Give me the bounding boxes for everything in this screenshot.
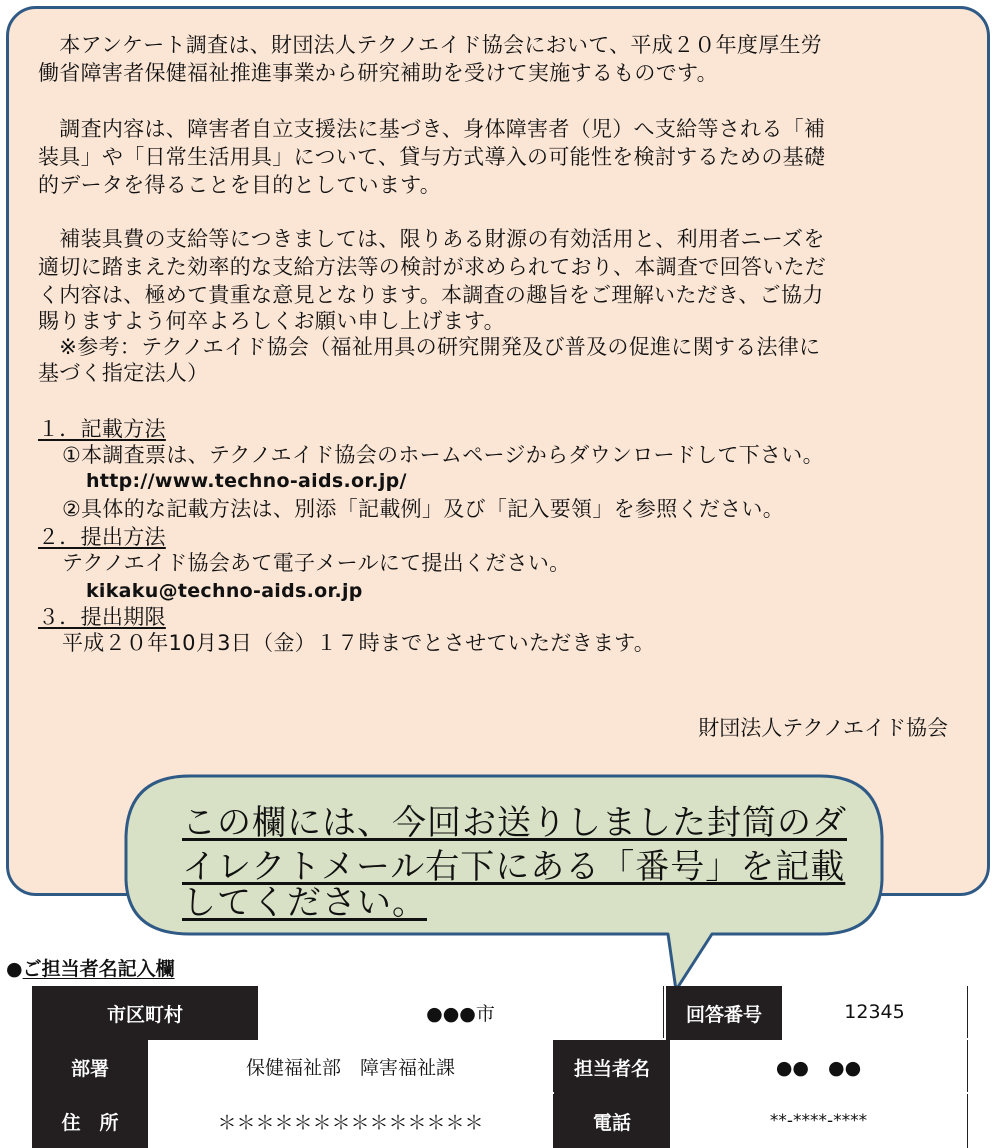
section1-heading: １．記載方法: [38, 417, 166, 441]
person-name-label: 担当者名: [554, 1040, 670, 1094]
section2-heading: ２．提出方法: [38, 525, 166, 549]
person-name-input[interactable]: ●● ●●: [670, 1040, 968, 1092]
intro-p3-line4: 賜りますよう何卒よろしくお願い申し上げます。: [38, 309, 505, 333]
intro-p1-line2: 働省障害者保健福祉推進事業から研究補助を受けて実施するものです。: [38, 61, 718, 85]
phone-label: 電話: [554, 1094, 670, 1148]
intro-p2-line2: 装具」や「日常生活用具」について、貸与方式導入の可能性を検討するための基礎: [38, 145, 826, 169]
city-input[interactable]: ●●●市: [258, 986, 664, 1038]
section1-line1: ①本調査票は、テクノエイド協会のホームページからダウンロードして下さい。: [62, 443, 824, 467]
address-label: 住 所: [32, 1094, 148, 1148]
address-input[interactable]: ＊＊＊＊＊＊＊＊＊＊＊＊＊＊: [148, 1094, 554, 1148]
intro-p3-line3: く内容は、極めて貴重な意見となります。本調査の趣旨をご理解いただき、ご協力: [38, 283, 824, 307]
intro-p3-line5: ※参考：テクノエイド協会（福祉用具の研究開発及び普及の促進に関する法律に: [38, 335, 821, 359]
section1-line2: ②具体的な記載方法は、別添「記載例」及び「記入要領」を参照ください。: [62, 497, 785, 521]
callout-line2: イレクトメール右下にある「番号」を記載: [182, 847, 846, 887]
phone-input[interactable]: **-****-****: [670, 1094, 968, 1148]
intro-p3-line2: 適切に踏まえた効率的な支給方法等の検討が求められており、本調査で回答いただ: [38, 255, 827, 279]
form-title-text: ご担当者名記入欄: [22, 958, 175, 980]
section1-url[interactable]: http://www.techno-aids.or.jp/: [86, 470, 407, 492]
intro-p2-line3: 的データを得ることを目的としています。: [38, 173, 442, 197]
department-label: 部署: [32, 1040, 148, 1094]
contact-form: [32, 986, 968, 1148]
city-label: 市区町村: [32, 986, 258, 1040]
intro-p1-line1: 本アンケート調査は、財団法人テクノエイド協会において、平成２０年度厚生労: [38, 33, 823, 57]
section2-line1: テクノエイド協会あて電子メールにて提出ください。: [62, 551, 571, 575]
section3-line1: 平成２０年10月3日（金）１７時までとさせていただきます。: [62, 631, 656, 655]
signature: 財団法人テクノエイド協会: [698, 716, 948, 740]
section3-heading: ３．提出期限: [38, 605, 166, 629]
form-title: [6, 954, 175, 981]
intro-p2-line1: 調査内容は、障害者自立支援法に基づき、身体障害者（児）へ支給等される「補: [38, 117, 826, 141]
intro-p3-line1: 補装具費の支給等につきましては、限りある財源の有効活用と、利用者ニーズを: [38, 227, 825, 251]
answer-number-label: 回答番号: [666, 986, 782, 1040]
intro-p3-line6: 基づく指定法人）: [38, 361, 209, 385]
callout-line3: してください。: [182, 883, 427, 923]
department-input[interactable]: 保健福祉部 障害福祉課: [148, 1040, 554, 1092]
section2-email[interactable]: kikaku@techno-aids.or.jp: [86, 580, 363, 602]
answer-number-input[interactable]: 12345: [782, 986, 968, 1038]
bullet-icon: ●: [6, 958, 23, 980]
callout-line1: この欄には、今回お送りしました封筒のダ: [182, 803, 847, 843]
